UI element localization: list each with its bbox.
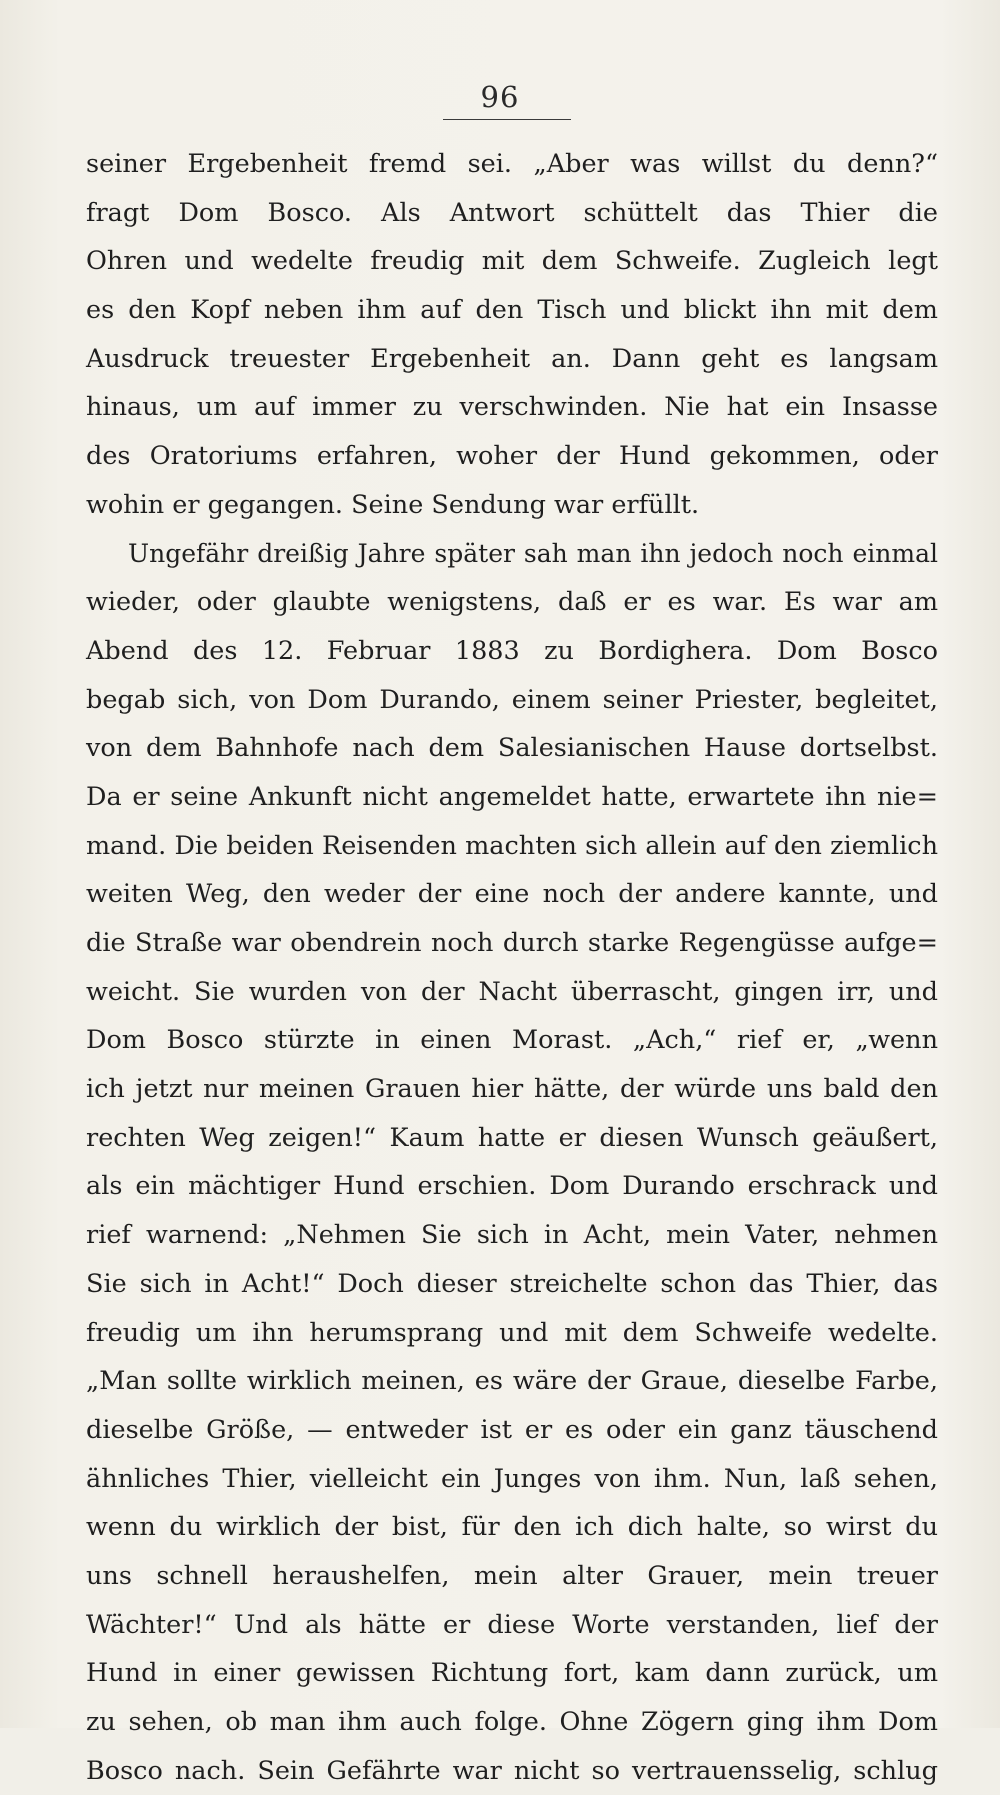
text-line: ich jetzt nur meinen Grauen hier hätte, der würde uns bald den <box>86 1074 938 1105</box>
text-line: uns schnell heraushelfen, mein alter Grauer, mein treuer <box>86 1560 938 1591</box>
text-line: Hund in einer gewissen Richtung fort, kam dann zurück, um <box>86 1658 938 1689</box>
text-line: wieder, oder glaubte wenigstens, daß er es war. Es war am <box>86 587 938 618</box>
text-line: mand. Die beiden Reisenden machten sich allein auf den ziemlich <box>86 830 938 861</box>
text-line: weicht. Sie wurden von der Nacht überrascht, gingen irr, und <box>86 976 938 1007</box>
text-line: wohin er gegangen. Seine Sendung war erfüllt. <box>86 489 700 520</box>
text-line: als ein mächtiger Hund erschien. Dom Durando erschrack und <box>86 1171 938 1202</box>
text-line: Da er seine Ankunft nicht angemeldet hatte, erwartete ihn nie= <box>86 781 938 812</box>
text-line: von dem Bahnhofe nach dem Salesianischen Hause dortselbst. <box>86 733 938 764</box>
text-line: dieselbe Größe, — entweder ist er es oder ein ganz täuschend <box>86 1414 938 1445</box>
text-line: begab sich, von Dom Durando, einem seiner Priester, begleitet, <box>86 684 938 715</box>
text-line: ähnliches Thier, vielleicht ein Junges von ihm. Nun, laß sehen, <box>86 1463 938 1494</box>
text-line: Abend des 12. Februar 1883 zu Bordighera. Dom Bosco <box>86 635 938 666</box>
text-line: Bosco nach. Sein Gefährte war nicht so vertrauensselig, schlug <box>86 1755 938 1786</box>
text-line: weiten Weg, den weder der eine noch der andere kannte, und <box>86 879 938 910</box>
text-line: des Oratoriums erfahren, woher der Hund gekommen, oder <box>86 441 938 472</box>
text-line: seiner Ergebenheit fremd sei. „Aber was willst du denn?“ <box>86 149 938 179</box>
text-line: Sie sich in Acht!“ Doch dieser streichelte schon das Thier, das <box>86 1268 938 1299</box>
text-line: Ohren und wedelte freudig mit dem Schweife. Zugleich legt <box>86 246 938 277</box>
text-line: freudig um ihn herumsprang und mit dem Schweife wedelte. <box>86 1317 938 1348</box>
text-line: Ausdruck treuester Ergebenheit an. Dann geht es langsam <box>86 343 938 374</box>
page-number: 96 <box>480 80 520 114</box>
text-line: Ungefähr dreißig Jahre später sah man ihn jedoch noch einmal <box>128 538 938 568</box>
text-line: wenn du wirklich der bist, für den ich dich halte, so wirst du <box>86 1512 938 1543</box>
text-line: Dom Bosco stürzte in einen Morast. „Ach,“ rief er, „wenn <box>86 1025 938 1056</box>
text-line: die Straße war obendrein noch durch starke Regengüsse aufge= <box>86 928 938 958</box>
text-line: Wächter!“ Und als hätte er diese Worte verstanden, lief der <box>86 1609 938 1640</box>
text-line: „Man sollte wirklich meinen, es wäre der Graue, dieselbe Farbe, <box>86 1366 938 1397</box>
text-line: rechten Weg zeigen!“ Kaum hatte er diesen Wunsch geäußert, <box>86 1122 938 1153</box>
text-line: es den Kopf neben ihm auf den Tisch und blickt ihn mit dem <box>86 295 938 326</box>
text-line: zu sehen, ob man ihm auch folge. Ohne Zögern ging ihm Dom <box>86 1707 938 1737</box>
body-text <box>86 140 938 1795</box>
header-rule <box>443 119 571 120</box>
text-line: fragt Dom Bosco. Als Antwort schüttelt das Thier die <box>86 197 938 228</box>
text-line: rief warnend: „Nehmen Sie sich in Acht, mein Vater, nehmen <box>86 1220 938 1251</box>
text-line: hinaus, um auf immer zu verschwinden. Nie hat ein Insasse <box>86 392 938 423</box>
